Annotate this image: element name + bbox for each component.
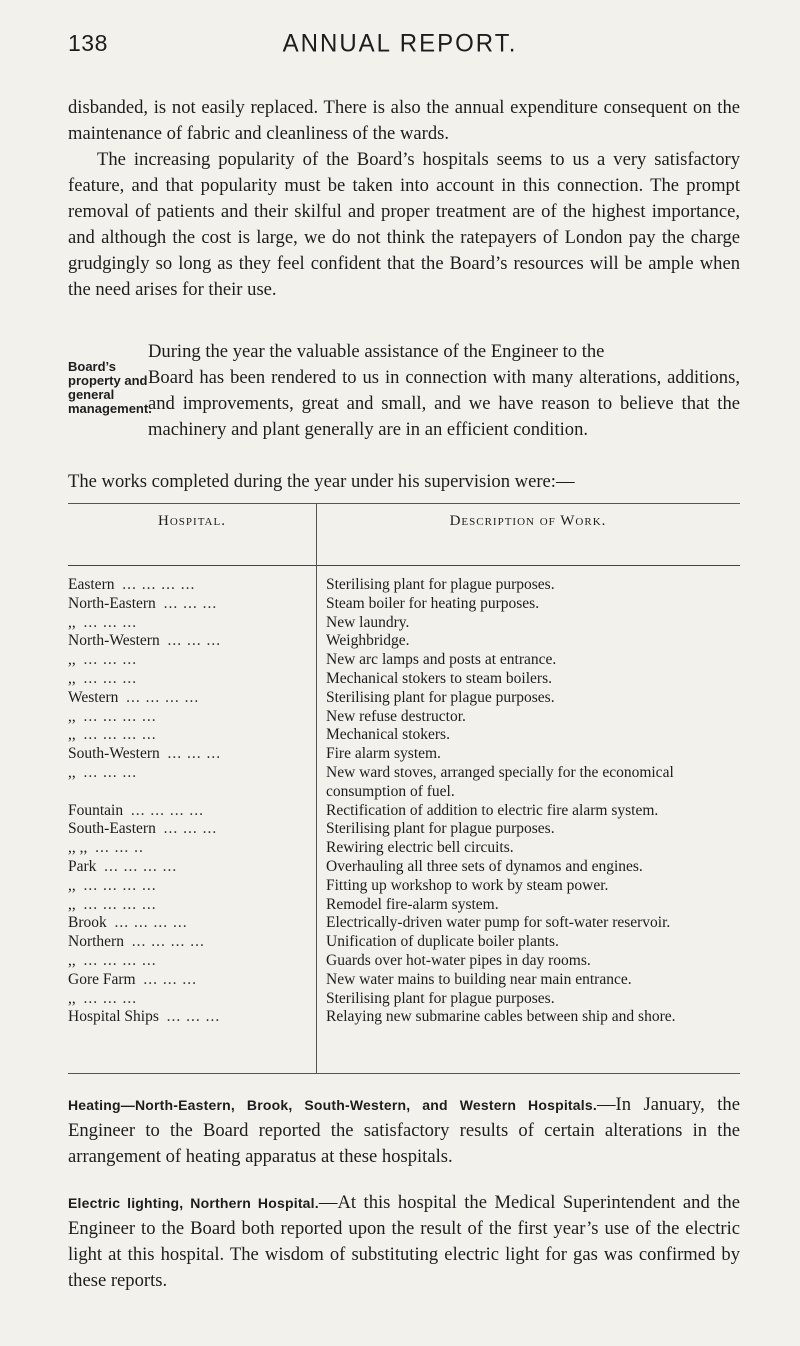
hospital-name: Western [68,688,119,706]
paragraph-popularity: The increasing popularity of the Board’s hospitals seems to us a very satisfactory feature, and that popularity must be taken into account in this connection. The prompt removal of patients and their skilful and proper treatment are of the highest importance, and although the cost is large, we do not think the ratepayers of London pay the charge grudgingly so long as they feel confident that the Board’s resources will be ample when the need arises for their use. [68,149,740,300]
leader-dots: ... ... ... ... [130,801,204,819]
work-description: Overhauling all three sets of dynamos and engines. [326,857,643,875]
hospital-name: Eastern [68,576,115,593]
work-description: New arc lamps and posts at entrance. [326,651,557,669]
work-description: Fitting up workshop to work by steam power. [326,876,609,894]
hospital-name: Northern [68,933,124,951]
leader-dots: ... ... ... [83,989,138,1007]
hospital-cell [68,820,308,839]
hospital-cell [68,632,308,651]
table-bottom-rule [68,1073,740,1074]
hospital-name: North-Western [68,632,160,650]
heating-text: —In January, the Engineer to the Board reported the satisfactory results of certain alterations in the arrangement of heating apparatus at these hospitals. [68,1094,740,1167]
table-row [68,670,740,689]
leader-dots: ... ... ... [163,594,218,612]
work-description: Sterilising plant for plague purposes. [326,576,555,593]
work-description: New water mains to building near main entrance. [326,970,632,988]
hospital-cell [68,877,308,896]
work-description: New refuse destructor. [326,707,466,725]
heading-heating: Heating—North-Eastern, Brook, South-Western, and Western Hospitals. [68,1097,597,1113]
leader-dots: ... ... ... [143,970,197,988]
running-head: ANNUAL REPORT. [282,29,518,58]
work-description: Sterilising plant for plague purposes. [326,820,555,838]
work-description: Mechanical stokers. [326,726,450,744]
hospital-cell [68,576,308,595]
works-table-body [68,576,740,1027]
leader-dots: ... ... .. [95,839,144,857]
work-description: Rewiring electric bell circuits. [326,839,514,857]
table-row [68,896,740,915]
hospital-name: ,, [68,951,76,969]
hospital-cell [68,670,308,689]
table-row [68,858,740,877]
work-description: Mechanical stokers to steam boilers. [326,669,552,687]
hospital-name: South-Western [68,745,160,763]
table-top-rule [68,503,740,504]
hospital-name: ,, [68,726,76,744]
hospital-name: ,, [68,989,76,1007]
hospital-cell [68,764,308,783]
hospital-name: Park [68,857,97,875]
leader-dots: ... ... ... ... [131,933,205,951]
hospital-name: ,, [68,895,76,913]
hospital-name: Hospital Ships [68,1008,159,1026]
leader-dots: ... ... ... ... [83,876,157,894]
work-description: Remodel fire-alarm system. [326,895,499,913]
paragraph-continued: disbanded, is not easily replaced. There is also the annual expenditure consequent on the maintenance of fabric and cleanliness of the wards. [68,97,740,144]
hospital-cell [68,858,308,877]
hospital-name: Brook [68,914,107,932]
hospital-cell [68,614,308,633]
paragraph-works-intro: The works completed during the year under his supervision were:— [68,471,575,492]
hospital-name: ,, [68,613,76,631]
hospital-cell [68,1008,308,1027]
table-row [68,745,740,764]
hospital-name: ,, ,, [68,839,88,857]
leader-dots: ... ... ... [83,613,138,631]
work-description: Sterilising plant for plague purposes. [326,989,555,1007]
table-row [68,990,740,1009]
table-row [68,576,740,595]
hospital-cell [68,990,308,1009]
heading-lighting: Electric lighting, Northern Hospital. [68,1195,319,1211]
hospital-cell [68,896,308,915]
hospital-cell [68,971,308,990]
column-header-hospital: Hospital. [158,513,226,529]
paragraph-lighting [68,1190,740,1294]
table-row [68,802,740,821]
table-row [68,632,740,651]
column-header-work: Description of Work. [449,513,607,529]
hospital-cell [68,952,308,971]
paragraph-engineer [68,339,740,443]
hospital-cell [68,595,308,614]
hospital-name: ,, [68,876,76,894]
hospital-name: Fountain [68,801,124,819]
table-row [68,877,740,896]
leader-dots: ... ... ... ... [114,914,188,932]
leader-dots: ... ... ... [166,1008,221,1026]
work-description: Weighbridge. [326,632,410,650]
leader-dots: ... ... ... [167,632,222,650]
table-row [68,708,740,727]
hospital-cell [68,689,308,708]
hospital-cell [68,802,308,821]
leader-dots: ... ... ... ... [83,726,157,744]
hospital-name: ,, [68,669,76,687]
paragraph-heating [68,1092,740,1170]
table-row [68,1008,740,1027]
work-description: Relaying new submarine cables between ship and shore. [326,1008,676,1026]
hospital-cell [68,726,308,745]
table-row [68,764,740,802]
work-description: Unification of duplicate boiler plants. [326,933,559,951]
table-row [68,952,740,971]
hospital-name: ,, [68,763,76,781]
leader-dots: ... ... ... [83,763,138,781]
leader-dots: ... ... ... [83,651,138,669]
hospital-name: North-Eastern [68,594,156,612]
margin-note: Board’s property and general management. [68,359,152,416]
hospital-name: South-Eastern [68,820,156,838]
leader-dots: ... ... ... ... [83,951,157,969]
work-description: New laundry. [326,613,410,631]
hospital-cell [68,914,308,933]
hospital-cell [68,745,308,764]
hospital-name: Gore Farm [68,970,136,988]
leader-dots: ... ... ... ... [83,895,157,913]
lighting-text: —At this hospital the Medical Superintendent and the Engineer to the Board both reported upon the result of the first year’s use of the electric light at this hospital. The wisdom of substituting electric light for gas was confirmed by these reports. [68,1192,740,1291]
work-description: Sterilising plant for plague purposes. [326,688,555,706]
table-row [68,971,740,990]
leader-dots: ... ... ... [163,820,218,838]
table-header-rule [68,565,740,566]
hospital-cell [68,839,308,858]
work-description: Fire alarm system. [326,745,441,763]
leader-dots: ... ... ... ... [83,707,157,725]
table-row [68,820,740,839]
page-number: 138 [68,30,108,56]
work-description: Steam boiler for heating purposes. [326,594,540,612]
table-row [68,914,740,933]
hospital-cell [68,933,308,952]
leader-dots: ... ... ... ... [126,688,200,706]
paragraph-engineer-first-line: During the year the valuable assistance of the Engineer to the [148,341,605,362]
work-description: New ward stoves, arranged specially for the economical consumption of fuel. [326,763,674,800]
hospital-cell [68,651,308,670]
work-description: Electrically-driven water pump for soft-water reservoir. [326,914,671,932]
table-row [68,614,740,633]
table-row [68,726,740,745]
table-row [68,839,740,858]
paragraph-engineer-body: Board has been rendered to us in connection with many alterations, additions, and improvements, great and small, and we have reason to believe that the machinery and plant generally are in an efficient condition. [148,367,740,440]
hospital-name: ,, [68,651,76,669]
table-row [68,595,740,614]
hospital-name: ,, [68,707,76,725]
work-description: Guards over hot-water pipes in day rooms. [326,951,591,969]
table-row [68,651,740,670]
hospital-cell [68,708,308,727]
table-row [68,933,740,952]
leader-dots: ... ... ... ... [122,576,196,593]
table-row [68,689,740,708]
leader-dots: ... ... ... [167,745,222,763]
work-description: Rectification of addition to electric fire alarm system. [326,801,659,819]
page-header [0,30,800,64]
leader-dots: ... ... ... ... [104,857,178,875]
leader-dots: ... ... ... [83,669,138,687]
